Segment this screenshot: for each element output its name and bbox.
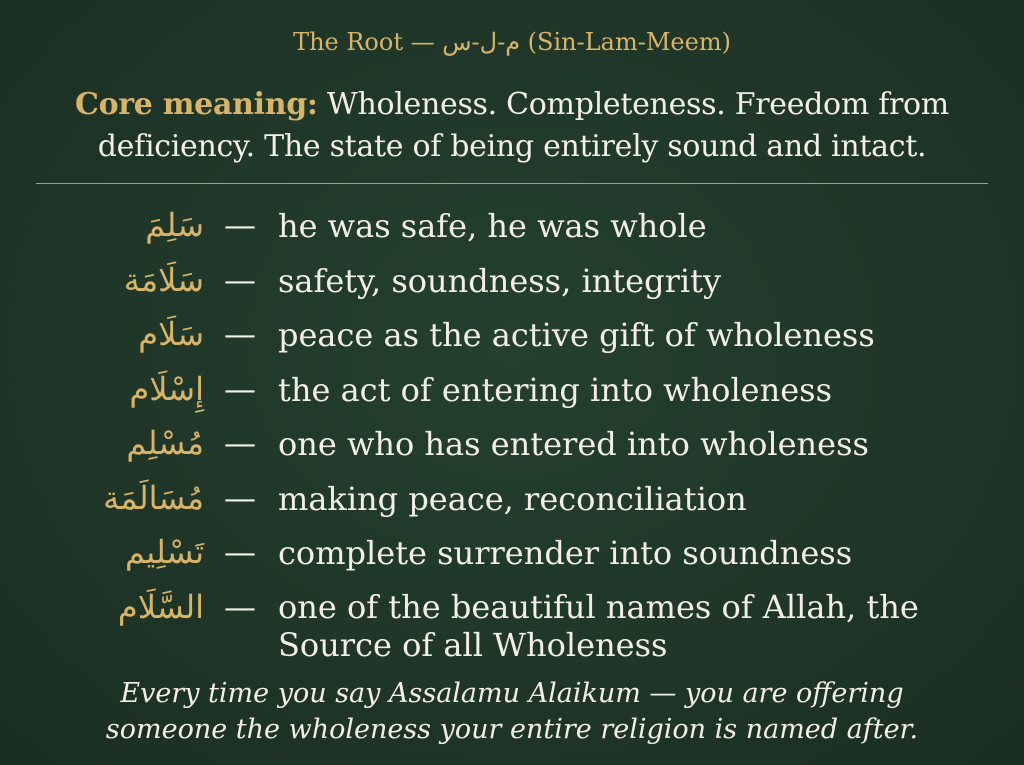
- word-meaning: making peace, reconciliation: [278, 479, 747, 518]
- word-meaning: one who has entered into wholeness: [278, 425, 869, 463]
- word-meaning: safety, soundness, integrity: [278, 261, 722, 300]
- em-dash: —: [224, 533, 256, 571]
- title-prefix: The Root —: [293, 28, 443, 56]
- closing-note-line-2: someone the wholeness your entire religion is named after.: [105, 714, 919, 745]
- word-meaning: one of the beautiful names of Allah, the Source of all Wholeness: [278, 587, 919, 664]
- word-meaning: he was safe, he was whole: [278, 207, 707, 245]
- core-meaning: [20, 84, 1004, 168]
- arabic-word: مُسْلِم: [126, 424, 204, 462]
- core-meaning-label: Core meaning:: [75, 87, 318, 122]
- list-item: [0, 309, 1024, 364]
- list-item: [0, 364, 1024, 419]
- title-suffix: (Sin-Lam-Meem): [520, 28, 731, 56]
- arabic-word: سَلِمَ: [145, 206, 204, 244]
- closing-note-line-1: Every time you say Assalamu Alaikum — you are offering: [120, 678, 904, 709]
- arabic-word: سَلَام: [138, 315, 204, 353]
- core-meaning-text: Wholeness. Completeness. Freedom from deficiency. The state of being entirely sound and intact.: [97, 87, 949, 164]
- arabic-word: تَسْلِيم: [125, 533, 204, 571]
- list-item: [0, 418, 1024, 473]
- list-item: [0, 473, 1024, 528]
- em-dash: —: [224, 478, 256, 517]
- word-meaning: the act of entering into wholeness: [278, 370, 832, 409]
- em-dash: —: [224, 260, 256, 299]
- arabic-word: سَلَامَة: [123, 260, 204, 299]
- list-item: [0, 527, 1024, 582]
- arabic-word: إِسْلَام: [129, 369, 204, 408]
- list-item: [0, 582, 1024, 662]
- list-item: [0, 255, 1024, 310]
- word-meaning: peace as the active gift of wholeness: [278, 316, 875, 354]
- word-list: [0, 200, 1024, 662]
- arabic-word: السَّلَام: [117, 587, 204, 626]
- em-dash: —: [224, 424, 256, 462]
- divider: [36, 183, 988, 184]
- closing-note: [0, 676, 1024, 748]
- em-dash: —: [224, 315, 256, 353]
- word-meaning: complete surrender into soundness: [278, 534, 853, 572]
- arabic-word: مُسَالَمَة: [103, 478, 204, 517]
- em-dash: —: [224, 369, 256, 408]
- title-arabic-root: م-ل-س: [442, 28, 521, 56]
- em-dash: —: [224, 587, 256, 626]
- page-title: [0, 28, 1024, 56]
- em-dash: —: [224, 206, 256, 244]
- list-item: [0, 200, 1024, 255]
